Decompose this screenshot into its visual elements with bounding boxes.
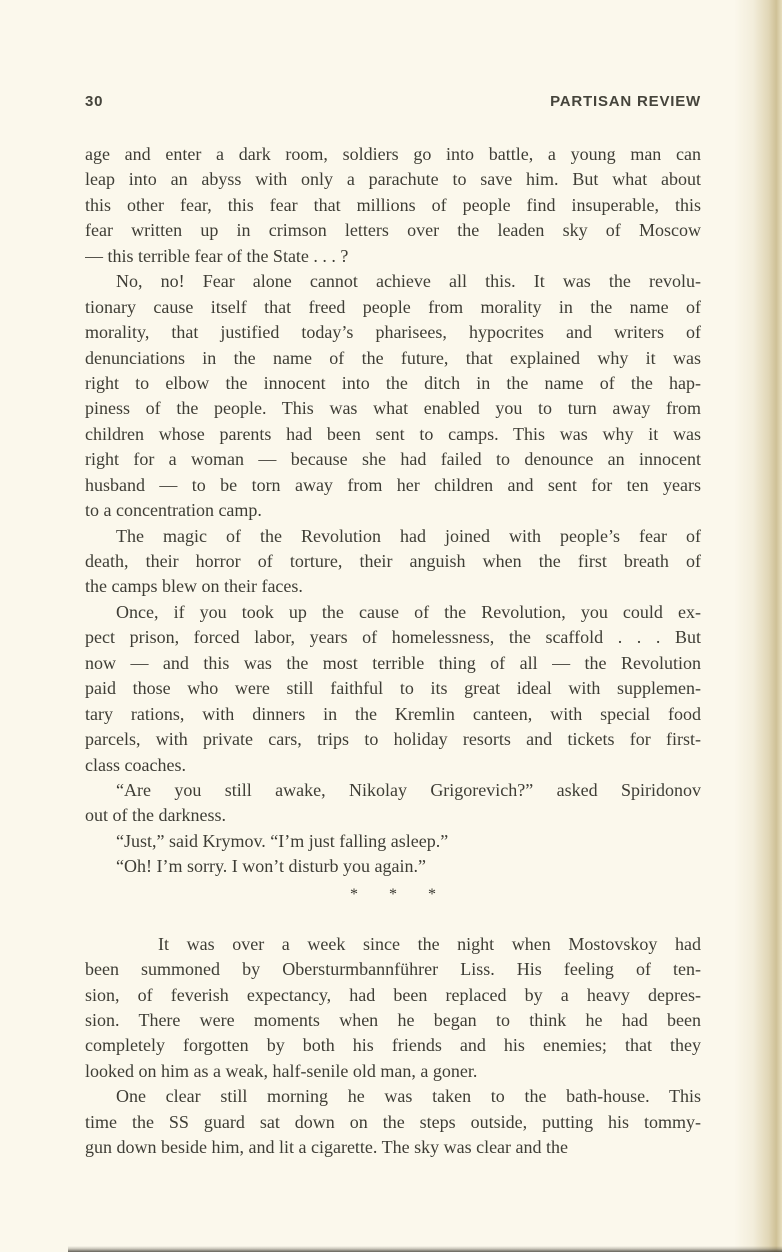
page-number: 30	[85, 93, 104, 110]
text-line: right to elbow the innocent into the ditch in the name of the hap-	[85, 372, 701, 393]
paragraph	[85, 778, 701, 829]
text-line: age and enter a dark room, soldiers go into battle, a young man can	[85, 144, 701, 164]
paragraph	[85, 932, 701, 1085]
text-line: time the SS guard sat down on the steps outside, putting his tommy-	[85, 1111, 701, 1132]
paragraph	[85, 1084, 701, 1160]
paragraph	[85, 854, 701, 879]
text-line: “Oh! I’m sorry. I won’t disturb you again.”	[116, 856, 426, 877]
text-line: Once, if you took up the cause of the Revolution, you could ex-	[116, 601, 701, 622]
text-line: to a concentration camp.	[85, 500, 262, 521]
text-line: death, their horror of torture, their anguish when the first breath of	[85, 551, 701, 571]
text-line: looked on him as a weak, half-senile old man, a goner.	[85, 1060, 478, 1081]
text-line: “Just,” said Krymov. “I’m just falling asleep.”	[116, 830, 449, 851]
paragraph	[85, 829, 701, 854]
text-line: out of the darkness.	[85, 805, 226, 826]
text-line: class coaches.	[85, 754, 186, 775]
text-line: the camps blew on their faces.	[85, 576, 303, 597]
text-line: gun down beside him, and lit a cigarette. The sky was clear and the	[85, 1137, 569, 1158]
text-line: fear written up in crimson letters over the leaden sky of Moscow	[85, 220, 701, 241]
text-line: parcels, with private cars, trips to holiday resorts and tickets for first-	[85, 729, 701, 750]
text-line: tary rations, with dinners in the Kremlin canteen, with special food	[85, 703, 701, 724]
text-line: completely forgotten by both his friends and his enemies; that they	[85, 1035, 701, 1056]
text-line: sion. There were moments when he began to think he had been	[85, 1010, 701, 1030]
text-line: No, no! Fear alone cannot achieve all this. It was the revolu-	[116, 271, 701, 292]
text-line: leap into an abyss with only a parachute to save him. But what about	[85, 169, 701, 190]
page-header	[85, 93, 701, 110]
journal-title: PARTISAN REVIEW	[550, 93, 701, 110]
text-line: husband — to be torn away from her children and sent for ten years	[85, 474, 701, 495]
paragraph	[85, 524, 701, 600]
text-line: paid those who were still faithful to its great ideal with supplemen-	[85, 678, 701, 699]
text-line: pect prison, forced labor, years of homelessness, the scaffold . . . But	[85, 627, 701, 648]
paragraph	[85, 269, 701, 523]
text-line: this other fear, this fear that millions of people find insuperable, this	[85, 194, 701, 215]
text-line: One clear still morning he was taken to the bath-house. This	[116, 1086, 701, 1107]
text-line: been summoned by Obersturmbannführer Liss. His feeling of ten-	[85, 959, 701, 980]
text-line: — this terrible fear of the State . . . ?	[85, 245, 349, 266]
text-line: The magic of the Revolution had joined with people’s fear of	[116, 525, 701, 546]
paragraph	[85, 600, 701, 778]
page-body	[85, 142, 701, 1161]
text-line: It was over a week since the night when Mostovskoy had	[158, 933, 701, 954]
text-line: denunciations in the name of the future, that explained why it was	[85, 347, 701, 368]
text-line: now — and this was the most terrible thing of all — the Revolution	[85, 652, 701, 673]
text-line: sion, of feverish expectancy, had been replaced by a heavy depres-	[85, 984, 701, 1005]
text-line: right for a woman — because she had failed to denounce an innocent	[85, 449, 701, 470]
text-line: children whose parents had been sent to camps. This was why it was	[85, 423, 701, 444]
text-line: piness of the people. This was what enabled you to turn away from	[85, 398, 701, 419]
page-edge-shadow-right	[734, 0, 782, 1252]
section-separator: * * *	[350, 885, 436, 903]
page-edge-shadow-bottom	[68, 1246, 782, 1252]
text-line: tionary cause itself that freed people from morality in the name of	[85, 296, 701, 317]
paragraph	[85, 142, 701, 269]
text-line: “Are you still awake, Nikolay Grigorevich?” asked Spiridonov	[116, 779, 701, 800]
text-line: morality, that justified today’s pharisees, hypocrites and writers of	[85, 322, 701, 343]
